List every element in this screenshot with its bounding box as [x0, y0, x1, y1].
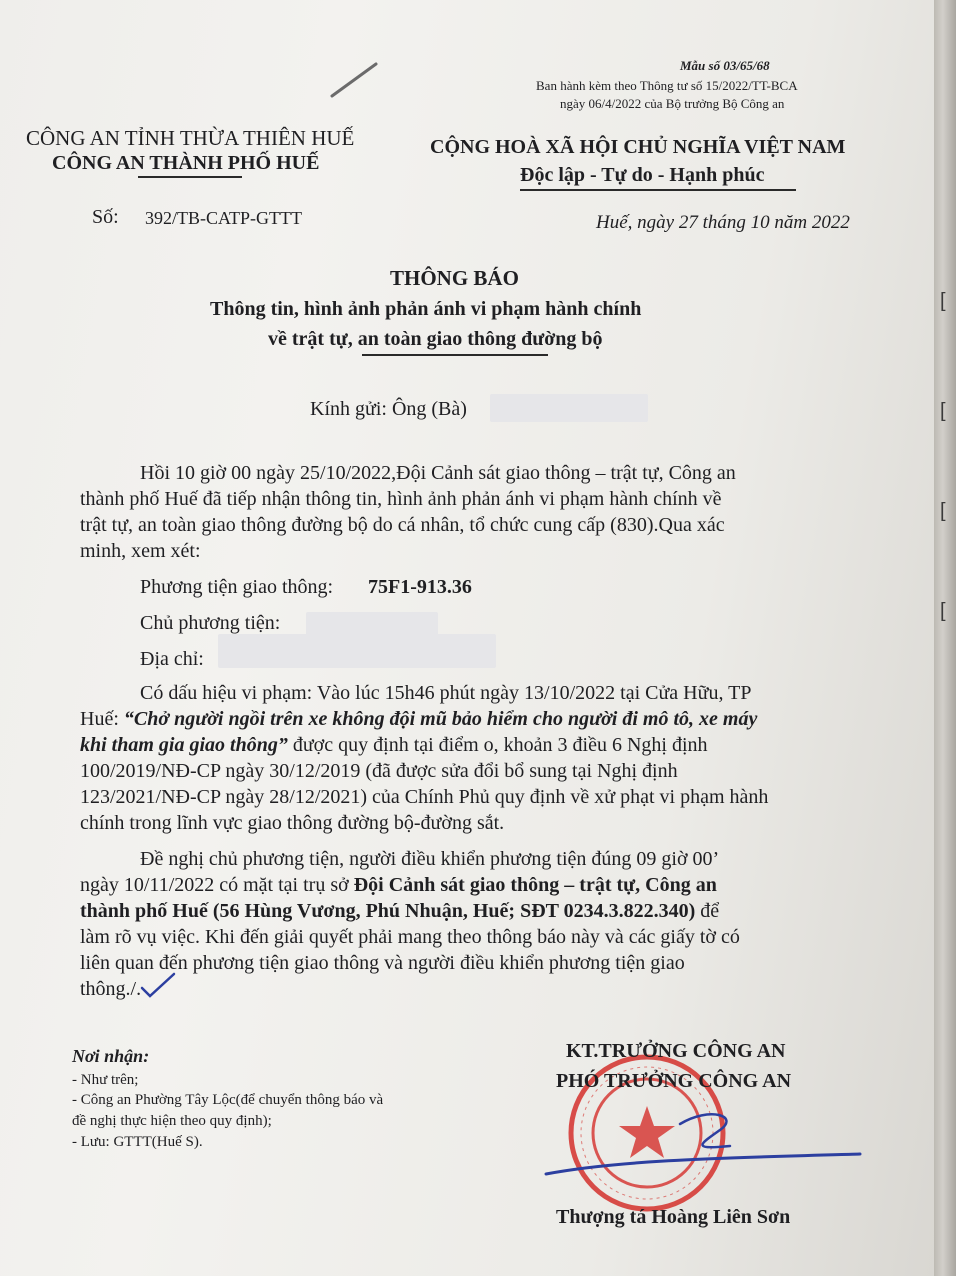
recipient-3: đề nghị thực hiện theo quy định); — [72, 1113, 272, 1129]
handwritten-signature — [540, 1100, 870, 1190]
nation-motto: Độc lập - Tự do - Hạnh phúc — [520, 164, 765, 186]
checkmark — [138, 970, 178, 1000]
recipients-heading: Nơi nhận: — [72, 1046, 150, 1066]
request-line5: liên quan đến phương tiện giao thông và người điều khiển phương tiện giao — [80, 952, 685, 974]
form-number: Mẫu số 03/65/68 — [680, 58, 770, 73]
para1-line2: thành phố Huế đã tiếp nhận thông tin, hình ảnh phản ánh vi phạm hành chính về — [80, 488, 722, 510]
addressee: Kính gửi: Ông (Bà) — [310, 398, 467, 420]
violation-line2: Huế: “Chở người ngồi trên xe không đội mũ bảo hiểm cho người đi mô tô, xe máy — [80, 708, 758, 730]
violation-line4: 100/2019/NĐ-CP ngày 30/12/2019 (đã được sửa đổi bổ sung tại Nghị định — [80, 760, 678, 782]
doc-subtitle-2: về trật tự, an toàn giao thông đường bộ — [268, 328, 603, 350]
request-line1: Đề nghị chủ phương tiện, người điều khiển phương tiện đúng 09 giờ 00’ — [140, 848, 720, 870]
form-ref-line2: ngày 06/4/2022 của Bộ trưởng Bộ Công an — [560, 96, 785, 111]
form-ref-line1: Ban hành kèm theo Thông tư số 15/2022/TT-BCA — [536, 78, 798, 93]
signature-line1: KT.TRƯỞNG CÔNG AN — [566, 1040, 786, 1062]
recipient-1: - Như trên; — [72, 1072, 139, 1088]
title-underline — [362, 354, 548, 356]
doc-title: THÔNG BÁO — [390, 266, 519, 290]
redacted-address — [218, 634, 496, 668]
pen-mark — [330, 60, 380, 100]
issuer-unit: CÔNG AN THÀNH PHỐ HUẾ — [52, 152, 320, 174]
vehicle-plate: 75F1-913.36 — [368, 576, 472, 598]
violation-quote-end: khi tham gia giao thông” — [80, 734, 288, 756]
violation-line6: chính trong lĩnh vực giao thông đường bộ-đường sắt. — [80, 812, 505, 834]
issuer-parent: CÔNG AN TỈNH THỪA THIÊN HUẾ — [26, 126, 355, 150]
request-line2: ngày 10/11/2022 có mặt tại trụ sở Đội Cảnh sát giao thông – trật tự, Công an — [80, 874, 717, 896]
underlying-page-edge: [ [ [ [ — [934, 0, 956, 1276]
para1-line1: Hồi 10 giờ 00 ngày 25/10/2022,Đội Cảnh sát giao thông – trật tự, Công an — [140, 462, 736, 484]
owner-label: Chủ phương tiện: — [140, 612, 281, 634]
para1-line4: minh, xem xét: — [80, 540, 201, 562]
request-line3: thành phố Huế (56 Hùng Vương, Phú Nhuận, Huế; SĐT 0234.3.822.340) để — [80, 900, 720, 922]
violation-quote: “Chở người ngồi trên xe không đội mũ bảo hiểm cho người đi mô tô, xe máy — [123, 708, 758, 730]
doc-number: 392/TB-CATP-GTTT — [145, 208, 302, 228]
signature-line2: PHÓ TRƯỞNG CÔNG AN — [556, 1070, 792, 1092]
issuer-underline — [138, 176, 242, 178]
vehicle-label: Phương tiện giao thông: — [140, 576, 334, 598]
recipient-4: - Lưu: GTTT(Huế S). — [72, 1134, 203, 1150]
request-line4: làm rõ vụ việc. Khi đến giải quyết phải mang theo thông báo này và các giấy tờ có — [80, 926, 740, 948]
motto-underline — [520, 189, 796, 191]
request-office: Đội Cảnh sát giao thông – trật tự, Công an — [353, 874, 717, 896]
para1-line3: trật tự, an toàn giao thông đường bộ do cá nhân, tổ chức cung cấp (830).Qua xác — [80, 514, 725, 536]
request-line6: thông./. — [80, 978, 142, 1000]
violation-line1: Có dấu hiệu vi phạm: Vào lúc 15h46 phút ngày 13/10/2022 tại Cửa Hữu, TP — [140, 682, 752, 704]
place-date: Huế, ngày 27 tháng 10 năm 2022 — [596, 212, 850, 233]
doc-number-label: Số: — [92, 206, 119, 228]
address-label: Địa chỉ: — [140, 648, 204, 670]
doc-subtitle-1: Thông tin, hình ảnh phản ánh vi phạm hành chính — [210, 298, 642, 320]
violation-line5: 123/2021/NĐ-CP ngày 28/12/2021) của Chính Phủ quy định về xử phạt vi phạm hành — [80, 786, 769, 808]
violation-line3: khi tham gia giao thông” được quy định tại điểm o, khoản 3 điều 6 Nghị định — [80, 734, 708, 756]
nation-name: CỘNG HOÀ XÃ HỘI CHỦ NGHĨA VIỆT NAM — [430, 136, 846, 158]
redacted-addressee — [490, 394, 648, 422]
request-address: thành phố Huế (56 Hùng Vương, Phú Nhuận, Huế; SĐT 0234.3.822.340) — [80, 900, 696, 922]
signer-name: Thượng tá Hoàng Liên Sơn — [556, 1206, 791, 1228]
recipient-2: - Công an Phường Tây Lộc(để chuyển thông báo và — [72, 1092, 384, 1108]
